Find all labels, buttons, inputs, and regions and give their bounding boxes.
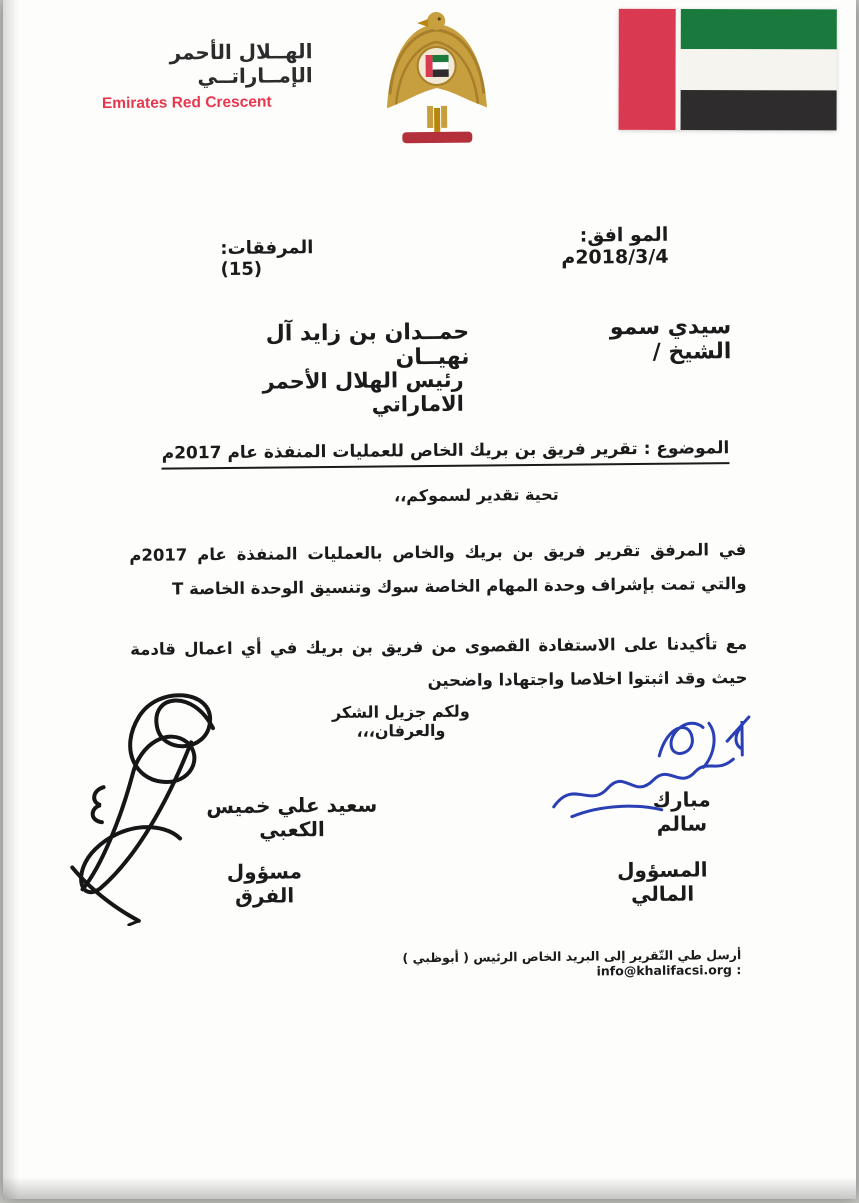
scanned-letter-page xyxy=(3,0,856,1199)
recipient-salutation: سيدي سمو الشيخ / xyxy=(609,314,732,365)
recipient-title: رئيس الهلال الأحمر الاماراتي xyxy=(262,367,465,417)
flag-white-stripe xyxy=(680,49,836,90)
signature-right-scribble xyxy=(541,707,760,837)
uae-falcon-emblem-icon xyxy=(381,7,492,146)
closing-line: ولكم جزيل الشكر والعرفان،،، xyxy=(331,701,470,741)
red-crescent-icon xyxy=(32,33,92,122)
recipient-name: حمــدان بن زايد آل نهيــان xyxy=(265,319,470,371)
logo-english-text: Emirates Red Crescent xyxy=(101,93,272,113)
body-paragraph-1: في المرفق تقرير فريق بن بريك والخاص بالعمليات المنفذة عام 2017م والتي تمت بإشراف وحدة المهام الخاصة سوك وتنسيق الوحدة الخاصة T xyxy=(129,539,747,599)
signatory-right-name: مبارك سالم xyxy=(652,787,711,836)
signatory-left-name: سعيد علي خميس الكعبي xyxy=(206,792,378,842)
date-line: المو افق: 2018/3/4م xyxy=(561,223,669,269)
greeting-line: تحية تقدير لسموكم،، xyxy=(393,484,559,506)
flag-green-stripe xyxy=(680,9,836,50)
flag-black-stripe xyxy=(680,90,836,131)
body-paragraph-2: مع تأكيدنا على الاستفادة القصوى من فريق بن بريك في أي اعمال قادمة حيث وقد اثبتوا اخلاصا واجتهادا واضحين xyxy=(130,633,748,691)
subject-label: الموضوع : xyxy=(643,438,730,459)
signatory-right-role: المسؤول المالي xyxy=(617,857,708,907)
subject-title: تقرير فريق بن بريك الخاص للعمليات المنفذة عام 2017م xyxy=(161,439,638,464)
footer-distribution-note: أرسل طي التّقرير إلى البريد الخاص الرئيس ( أبوظبي ) : info@khalifacsi.org xyxy=(402,947,742,979)
subject-line xyxy=(162,438,730,469)
emirates-red-crescent-logo xyxy=(32,29,313,124)
flag-red-stripe xyxy=(619,9,676,130)
logo-arabic-text: الهــلال الأحمر الإمــاراتــي xyxy=(169,39,313,89)
attachments-count: المرفقات: (15) xyxy=(220,237,314,281)
signatory-left-role: مسؤول الفرق xyxy=(226,859,303,908)
uae-flag-icon xyxy=(619,9,837,131)
signature-left-scribble xyxy=(41,680,278,927)
